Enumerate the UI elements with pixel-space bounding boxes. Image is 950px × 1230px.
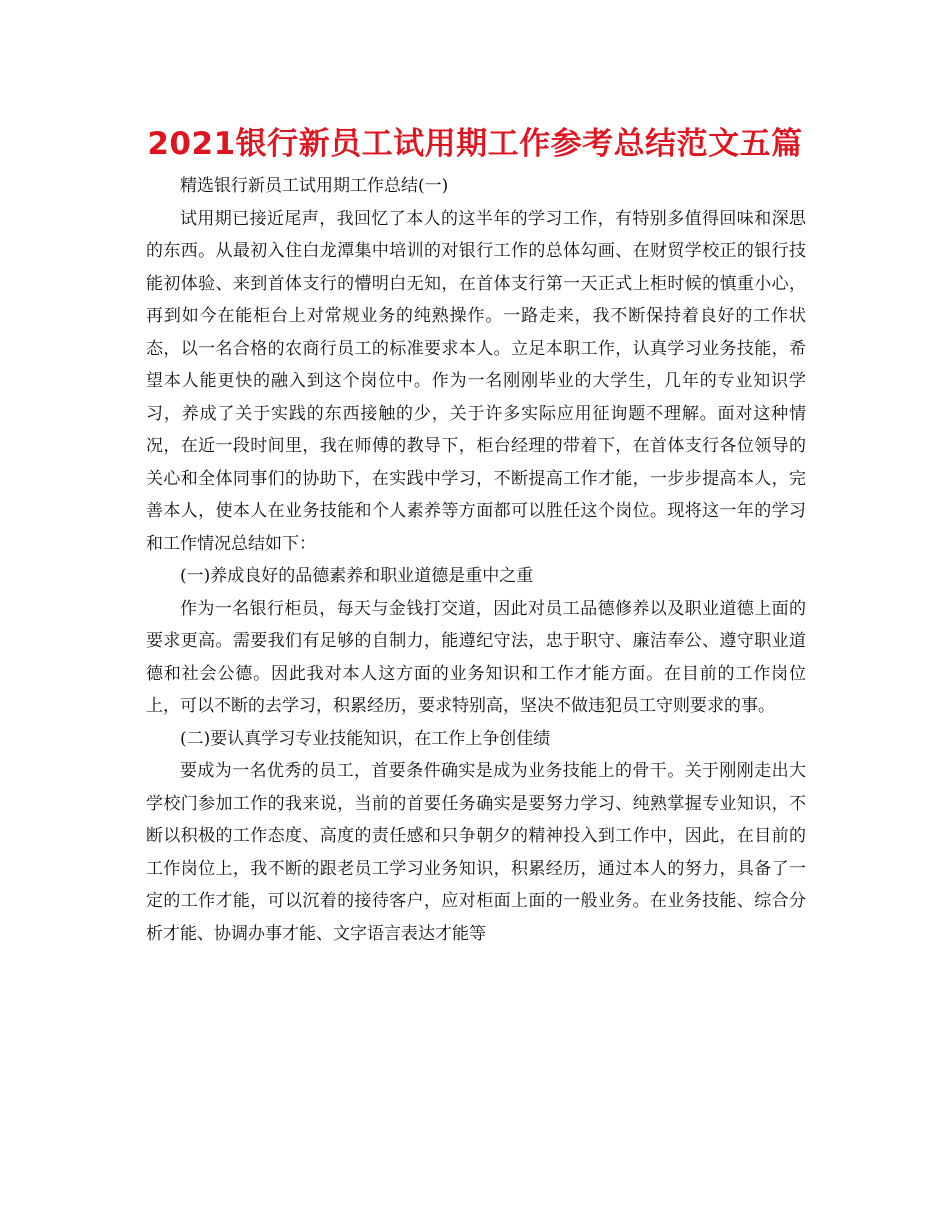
section-heading: 精选银行新员工试用期工作总结(一): [180, 176, 449, 196]
paragraph-intro: 试用期已接近尾声，我回忆了本人的这半年的学习工作，有特别多值得回味和深思的东西。从最初入住白龙潭集中培训的对银行工作的总体勾画、在财贸学校正的银行技能初体验、来到首体支行的懵明白无知，在首体支行第一天正式上柜时候的慎重小心，再到如今在能柜台上对常规业务的纯熟操作。一路走来，我不断保持着良好的工作状态，以一名合格的农商行员工的标准要求本人。立足本职工作，认真学习业务技能，希望本人能更快的融入到这个岗位中。作为一名刚刚毕业的大学生，几年的专业知识学习，养成了关于实践的东西接触的少，关于许多实际应用征询题不理解。面对这种情况，在近一段时间里，我在师傅的教导下，柜台经理的带着下，在首体支行各位领导的关心和全体同事们的协助下，在实践中学习，不断提高工作才能，一步步提高本人，完善本人，使本人在业务技能和个人素养等方面都可以胜任这个岗位。现将这一年的学习和工作情况总结如下：: [146, 208, 806, 554]
document-body: [146, 170, 806, 950]
document-title: 2021银行新员工试用期工作参考总结范文五篇: [147, 126, 803, 162]
subheading-one: (一)养成良好的品德素养和职业道德是重中之重: [180, 566, 534, 586]
paragraph-ethics: 作为一名银行柜员，每天与金钱打交道，因此对员工品德修养以及职业道德上面的要求更高。需要我们有足够的自制力，能遵纪守法，忠于职守、廉洁奉公、遵守职业道德和社会公德。因此我对本人这方面的业务知识和工作才能方面。在目前的工作岗位上，可以不断的去学习，积累经历，要求特别高，坚决不做违犯员工守则要求的事。: [146, 598, 806, 716]
subheading-two: (二)要认真学习专业技能知识，在工作上争创佳绩: [180, 728, 551, 749]
paragraph-skills: 要成为一名优秀的员工，首要条件确实是成为业务技能上的骨干。关于刚刚走出大学校门参加工作的我来说，当前的首要任务确实是要努力学习、纯熟掌握专业知识，不断以积极的工作态度、高度的责任感和只争朝夕的精神投入到工作中，因此，在目前的工作岗位上，我不断的跟老员工学习业务知识，积累经历，通过本人的努力，具备了一定的工作才能，可以沉着的接待客户，应对柜面上面的一般业务。在业务技能、综合分析才能、协调办事才能、文字语言表达才能等: [146, 761, 806, 944]
